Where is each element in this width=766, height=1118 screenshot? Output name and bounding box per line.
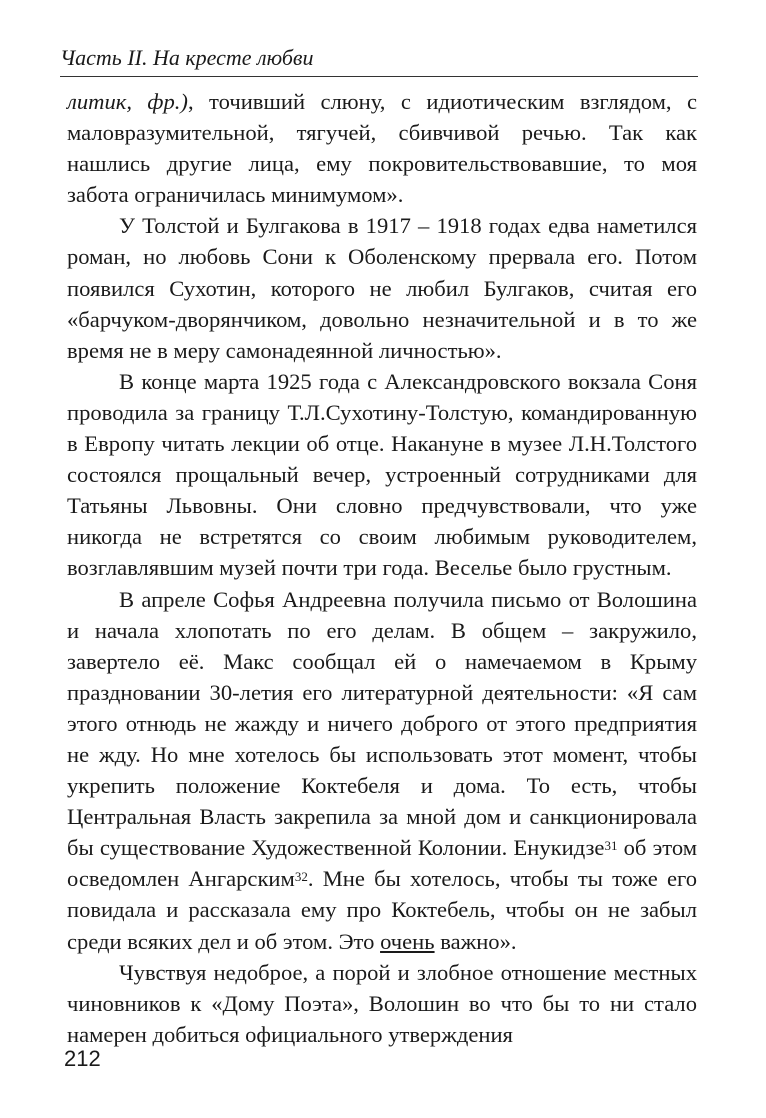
italic-fragment: литик, фр.): [67, 89, 188, 114]
footnote-ref-32: 32: [294, 869, 308, 885]
paragraph-4-part-4: важно».: [434, 928, 517, 954]
page-number: 212: [64, 1046, 101, 1071]
paragraph-1-text: , точивший слюну, с идиотическим взглядом, с маловразумительной, тягучей, сбивчивой речью. Так как нашлись другие лица, ему покровительствовавшие, то моя забота ограничилась минимумом».: [67, 89, 697, 208]
paragraph-4: [67, 584, 697, 957]
underlined-word: очень: [380, 928, 435, 954]
paragraph-5: Чувствуя недоброе, а порой и злобное отношение местных чиновников к «Дому Поэта», Волошин во что бы то ни стало намерен добиться официального утверждения: [67, 959, 697, 1047]
paragraph-4-part-2: об этом осведомлен Ангарским: [67, 835, 698, 892]
paragraph-3: В конце марта 1925 года с Александровского вокзала Соня проводила за границу Т.Л.Сухотину-Толстую, командированную в Европу читать лекции об отце. Накануне в музее Л.Н.Толстого состоялся прощальный вечер, устроенный сотрудниками для Татьяны Львовны. Они словно предчувствовали, что уже никогда не встретятся со своим любимым руководителем, возглавлявшим музей почти три года. Веселье было грустным.: [67, 368, 697, 581]
paragraph-1: [67, 86, 697, 210]
running-header: Часть II. На кресте любви: [60, 44, 698, 77]
footnote-ref-31: 31: [604, 838, 618, 854]
paragraph-2: У Толстой и Булгакова в 1917 – 1918 годах едва наметился роман, но любовь Сони к Оболенскому прервала его. Потом появился Сухотин, которого не любил Булгаков, считая его «барчуком-дворянчиком, довольно незначительной и в то же время не в меру самонадеянной личностью».: [67, 213, 697, 363]
paragraph-4-part-1: В апреле Софья Андреевна получила письмо от Волошина и начала хлопотать по его делам. В общем – закружило, завертело её. Макс сообщал ей о намечаемом в Крыму праздновании 30-летия его литературной деятельности: «Я сам этого отнюдь не жажду и ничего доброго от этого предприятия не жду. Но мне хотелось бы использовать этот момент, чтобы укрепить положение Коктебеля и дома. То есть, чтобы Центральная Власть закрепила за мной дом и санкционировала бы существование Художественной Колонии. Енукидзе: [67, 586, 697, 861]
paragraph-4-part-3: . Мне бы хотелось, чтобы ты тоже его повидала и рассказала ему про Коктебель, чтобы он не забыл среди всяких дел и об этом. Это: [67, 866, 698, 954]
body-text: [67, 86, 697, 1050]
